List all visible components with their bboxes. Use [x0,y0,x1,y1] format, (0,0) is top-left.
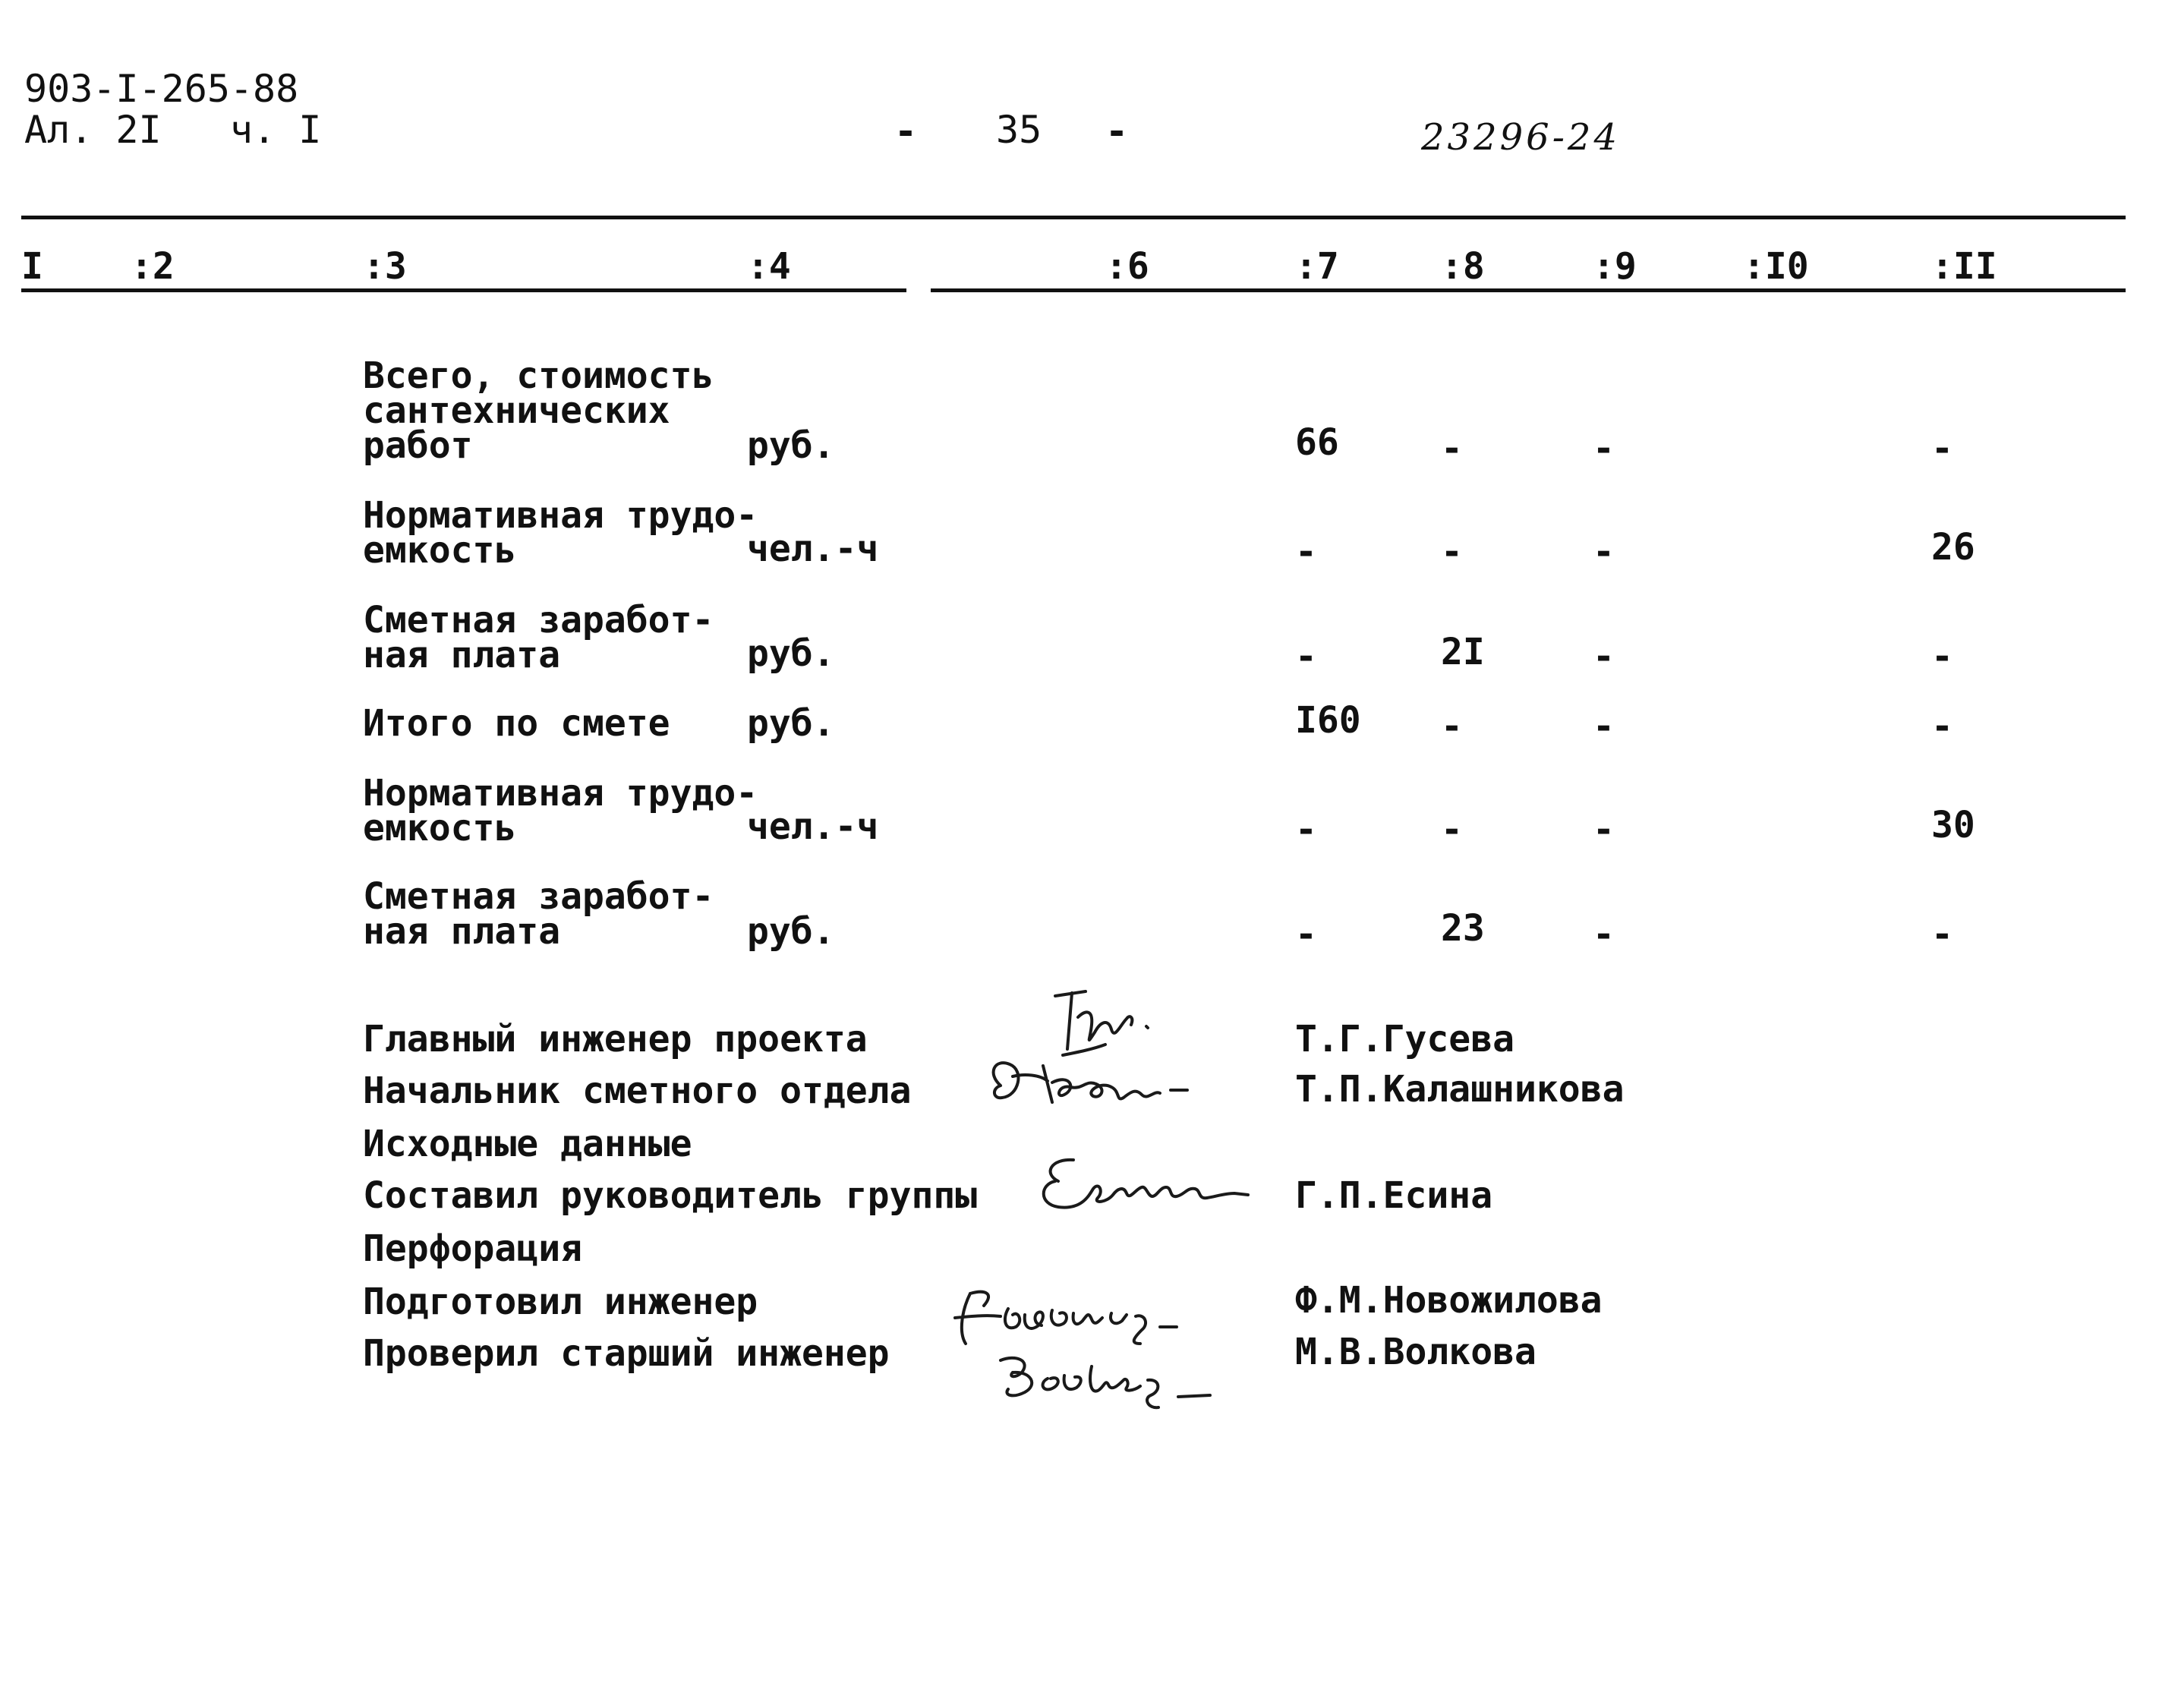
row-value-col7: - [1295,635,1317,678]
row-value-col9: - [1593,531,1615,573]
row-value-col9: - [1593,913,1615,956]
handwritten-signature-2 [979,1043,1207,1127]
column-header-7: :7 [1295,245,1339,288]
row-value-col11: - [1931,635,1953,678]
row-value-col8: - [1441,427,1463,470]
registration-number: 23296-24 [1421,116,1620,159]
row-value-col8: - [1441,808,1463,851]
signature-name: Г.П.Есина [1295,1174,1493,1217]
signature-role: Главный инженер проекта [363,1018,868,1060]
row-unit: руб. [747,910,835,953]
row-value-col9: - [1593,808,1615,851]
row-label: Итого по смете [363,702,670,745]
row-unit: чел.-ч [747,528,879,570]
column-header-10: :I0 [1743,245,1809,288]
column-header-2: :2 [131,245,175,288]
row-value-col7: - [1295,808,1317,851]
column-header-6: :6 [1105,245,1149,288]
row-value-col11: - [1931,705,1953,748]
row-label: Нормативная трудо- емкость [363,772,758,849]
row-value-col7: I60 [1295,699,1361,742]
signature-role: Подготовил инженер [363,1281,758,1323]
row-value-col11: 30 [1931,804,1975,846]
signature-role: Исходные данные [363,1123,692,1165]
column-header-11: :II [1931,245,1997,288]
handwritten-signature-3 [1028,1143,1256,1227]
column-header-3: :3 [363,245,407,288]
row-unit: руб. [747,424,835,467]
handwritten-signature-5 [985,1338,1274,1421]
signature-role: Начальник сметного отдела [363,1070,912,1112]
header-bottom-rule-right [931,288,2126,292]
row-unit: руб. [747,702,835,745]
document-number: 903-I-265-88 [24,67,299,111]
page-dash-left: - [894,109,918,153]
signature-role: Проверил старший инженер [363,1332,890,1375]
row-value-col7: - [1295,913,1317,956]
row-value-col11: - [1931,427,1953,470]
row-label: Сметная заработ- ная плата [363,875,714,953]
signature-role: Составил руководитель группы [363,1174,978,1217]
row-value-col9: - [1593,635,1615,678]
row-value-col8: 2I [1441,631,1485,673]
row-value-col8: - [1441,531,1463,573]
page-dash-right: - [1105,109,1129,153]
page-number: 35 [996,108,1042,152]
header-bottom-rule-left [21,288,906,292]
column-header-8: :8 [1441,245,1485,288]
row-value-col9: - [1593,705,1615,748]
row-unit: руб. [747,632,835,675]
signature-name: М.В.Волкова [1295,1331,1537,1373]
signature-name: Ф.М.Новожилова [1295,1279,1603,1322]
row-unit: чел.-ч [747,805,879,848]
column-header-1: I [21,245,43,288]
row-value-col8: - [1441,705,1463,748]
signature-name: Т.П.Калашникова [1295,1068,1625,1111]
row-value-col7: - [1295,531,1317,573]
row-value-col9: - [1593,427,1615,470]
column-header-9: :9 [1593,245,1637,288]
row-value-col8: 23 [1441,907,1485,950]
row-label: Сметная заработ- ная плата [363,599,714,676]
row-value-col11: - [1931,913,1953,956]
column-header-4: :4 [747,245,791,288]
signature-role: Перфорация [363,1227,582,1270]
row-label: Нормативная трудо- емкость [363,494,758,572]
row-label: Всего, стоимость сантехнических работ [363,355,714,467]
row-value-col7: 66 [1295,421,1339,464]
header-top-rule [21,216,2126,219]
row-value-col11: 26 [1931,526,1975,569]
signature-name: Т.Г.Гусева [1295,1018,1514,1060]
sheet-reference: Ал. 2I ч. I [24,108,322,152]
